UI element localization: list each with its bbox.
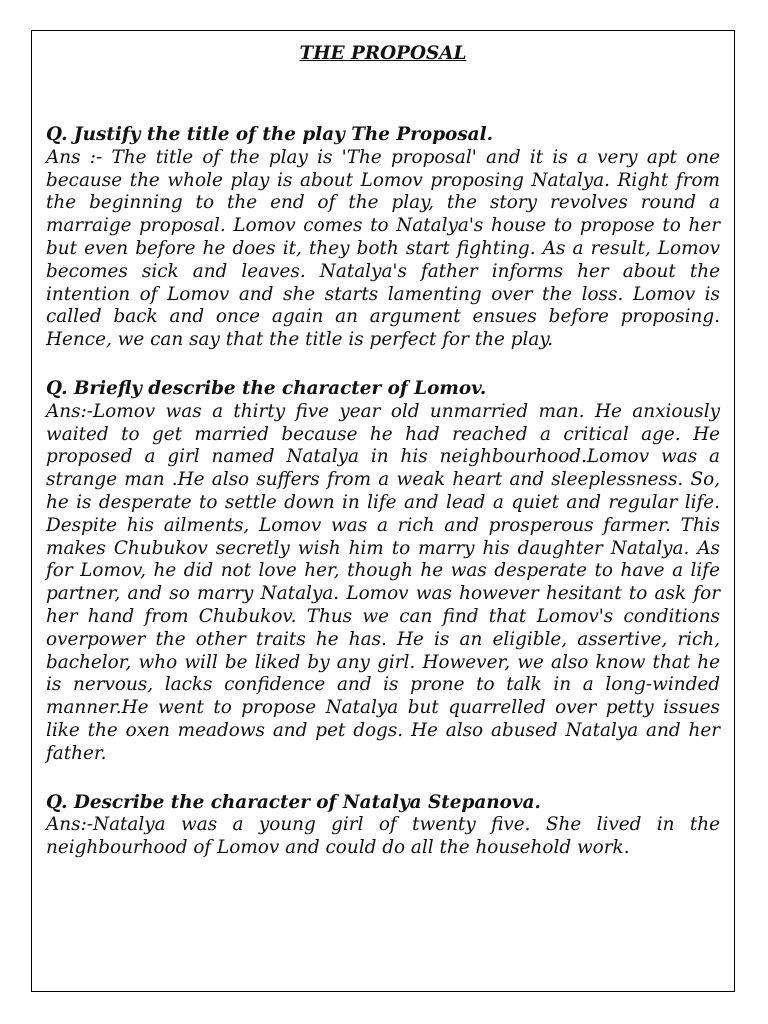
question-heading: Q. Justify the title of the play The Proposal. xyxy=(46,124,493,145)
answer-text: Ans:-Lomov was a thirty five year old unmarried man. He anxiously waited to get married because he had reached a critical age. He proposed a girl named Natalya in his neighbourhood.Lomov was a strange man .He also suffers from a weak heart and sleeplessness. So, he is desperate to settle down in life and lead a quiet and regular life. Despite his ailments, Lomov was a rich and prosperous farmer. This makes Chubukov secretly wish him to marry his daughter Natalya. As for Lomov, he did not love her, though he was desperate to have a life partner, and so marry Natalya. Lomov was however hesitant to ask for her hand from Chubukov. Thus we can find that Lomov's conditions overpower the other traits he has. He is an eligible, assertive, rich, bachelor, who will be liked by any girl. However, we also know that he is nervous, lacks confidence and is prone to talk in a long-winded manner.He went to propose Natalya but quarrelled over petty issues like the oxen meadows and pet dogs. He also abused Natalya and her father. xyxy=(46,400,720,764)
answer-text: Ans :- The title of the play is 'The proposal' and it is a very apt one because the whole play is about Lomov proposing Natalya. Right from the beginning to the end of the play, the story revolves round a marraige proposal. Lomov comes to Natalya's house to propose to her but even before he does it, they both start fighting. As a result, Lomov becomes sick and leaves. Natalya's father informs her about the intention of Lomov and she starts lamenting over the loss. Lomov is called back and once again an argument ensues before proposing. Hence, we can say that the title is perfect for the play. xyxy=(46,146,720,351)
qa-block-title xyxy=(46,124,720,352)
answer-text: Ans:-Natalya was a young girl of twenty five. She lived in the neighbourhood of Lomov and could do all the household work. xyxy=(46,814,720,859)
question-heading: Q. Describe the character of Natalya Stepanova. xyxy=(46,791,541,813)
question-heading: Q. Briefly describe the character of Lomov. xyxy=(46,377,487,399)
page-frame xyxy=(31,30,735,992)
qa-block-lomov xyxy=(46,378,720,766)
document-body xyxy=(46,43,720,886)
document-title: THE PROPOSAL xyxy=(299,43,467,64)
qa-block-natalya xyxy=(46,792,720,860)
